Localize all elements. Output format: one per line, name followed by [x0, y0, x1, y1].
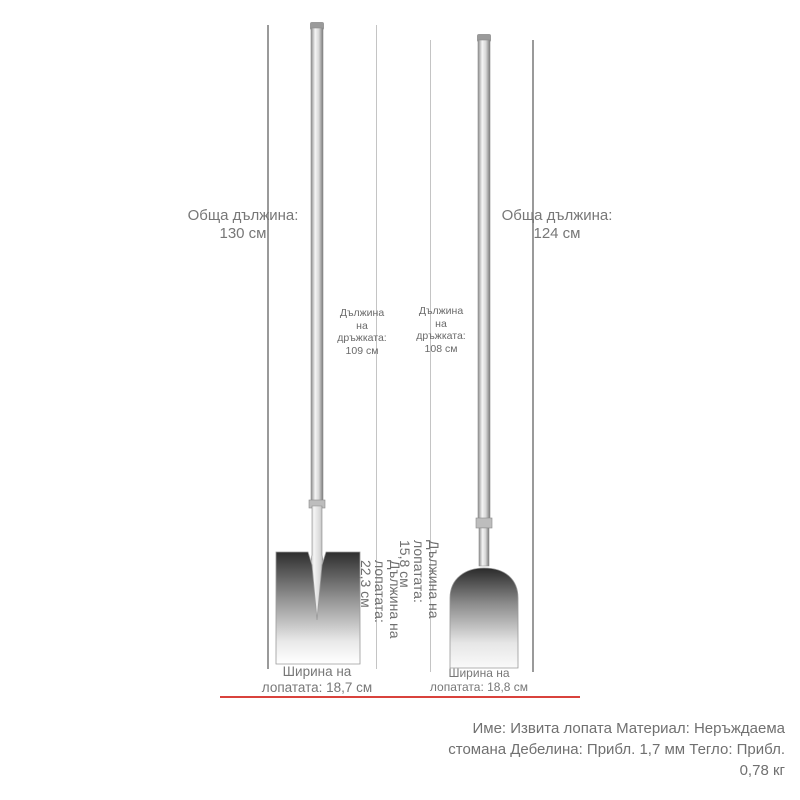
baseline-accent-line: [220, 696, 580, 698]
right-handle-collar: [476, 518, 492, 528]
right-total-length-line-right: [532, 40, 534, 672]
right-blade-length-label: Дължина на лопатата: 15,8 см: [396, 540, 442, 619]
right-total-length-label: Обща дължина: 124 см: [501, 207, 613, 242]
right-handle: [478, 40, 490, 520]
left-blade-width-label: Ширина на лопатата: 18,7 см: [261, 664, 373, 695]
left-total-length-label: Обща дължина: 130 см: [187, 207, 299, 242]
right-neck: [479, 528, 489, 566]
right-blade-width-label: Ширина на лопатата: 18,8 см: [429, 666, 529, 694]
left-total-length-line-left: [267, 25, 269, 669]
product-specs: Име: Извита лопата Материал: Неръждаема стомана Дебелина: Прибл. 1,7 мм Тегло: Прибл. 0,78 кг: [448, 720, 785, 779]
right-blade: [450, 568, 518, 668]
right-handle-length-label: Дължина на дръжката: 108 см: [416, 305, 466, 355]
left-handle-length-label: Дължина на дръжката: 109 см: [337, 307, 387, 357]
left-blade-length-label: Дължина на лопатата: 22,3 см: [357, 560, 403, 639]
left-handle: [311, 28, 323, 506]
